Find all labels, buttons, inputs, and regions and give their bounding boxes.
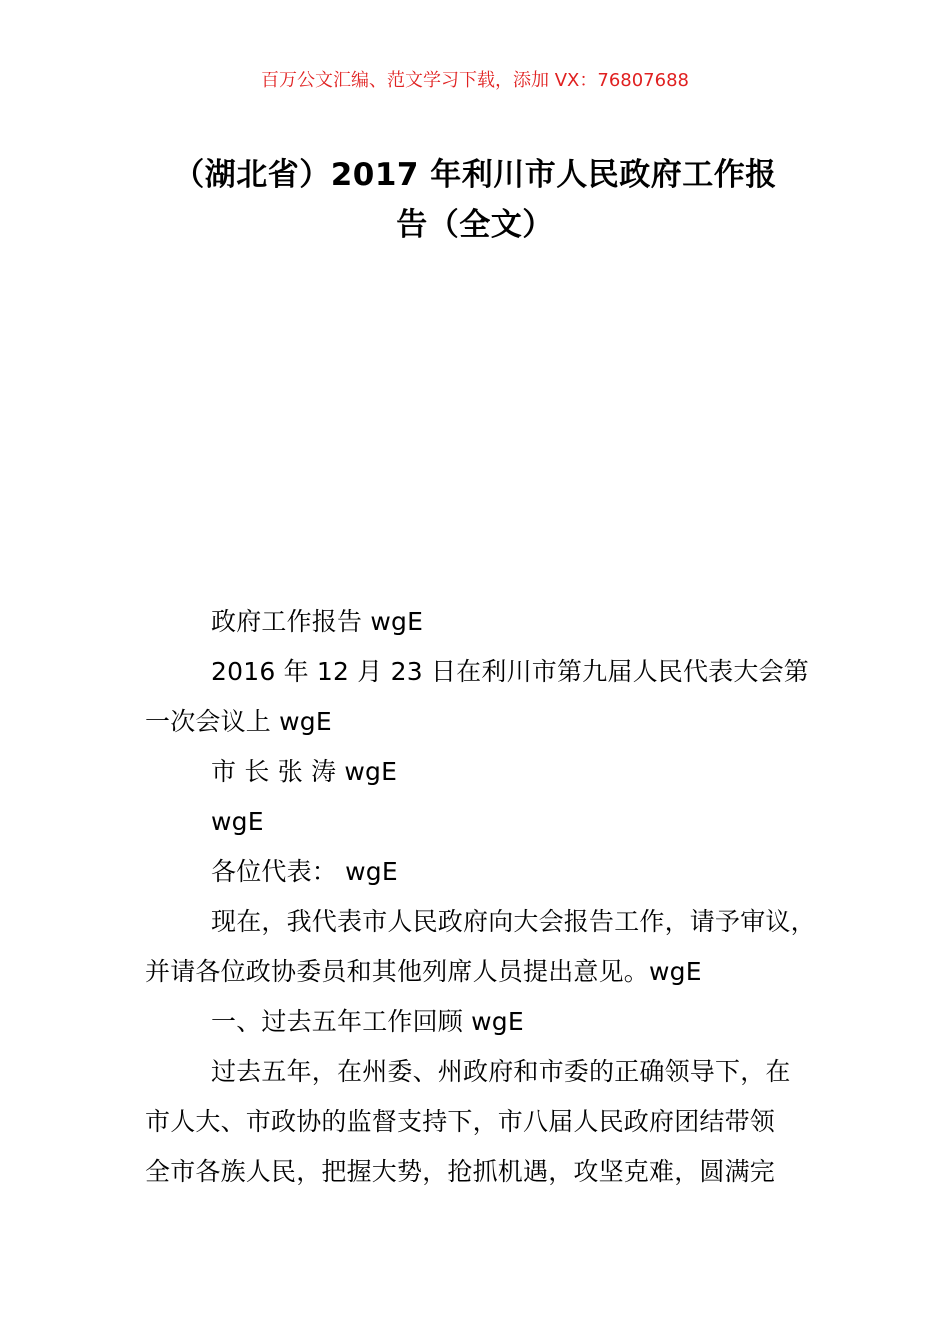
paragraph-heading [145,597,810,647]
paragraph-section-heading [145,997,810,1047]
text-line: 市 长 张 涛 wgE [211,757,398,786]
text-line: 一、过去五年工作回顾 wgE [211,1007,524,1036]
text-line: 各位代表： wgE [211,857,398,886]
text-line: 过去五年，在州委、州政府和市委的正确领导下，在 [211,1057,791,1086]
text-line: 一次会议上 wgE [145,707,332,736]
text-line: 2016 年 12 月 23 日在利川市第九届人民代表大会第 [211,657,809,686]
paragraph-date [145,647,810,747]
header-note: 百万公文汇编、范文学习下载，添加 VX：76807688 [261,70,689,91]
text-line: 政府工作报告 wgE [211,607,424,636]
document-body [145,597,816,1197]
paragraph-marker [145,797,810,847]
text-line: wgE [211,807,264,836]
title-line-1: （湖北省）2017 年利川市人民政府工作报 [173,157,777,193]
title-line-2: 告（全文） [396,207,554,243]
text-line: 现在，我代表市人民政府向大会报告工作，请予审议， [211,907,816,936]
paragraph-speaker [145,747,810,797]
text-line: 全市各族人民，把握大势，抢抓机遇，攻坚克难，圆满完 [145,1157,776,1186]
paragraph-review [145,1047,810,1197]
text-line: 市人大、市政协的监督支持下，市八届人民政府团结带领 [145,1107,776,1136]
document-title [145,150,805,250]
paragraph-salutation [145,847,810,897]
paragraph-intro [145,897,816,997]
text-line: 并请各位政协委员和其他列席人员提出意见。wgE [145,957,702,986]
